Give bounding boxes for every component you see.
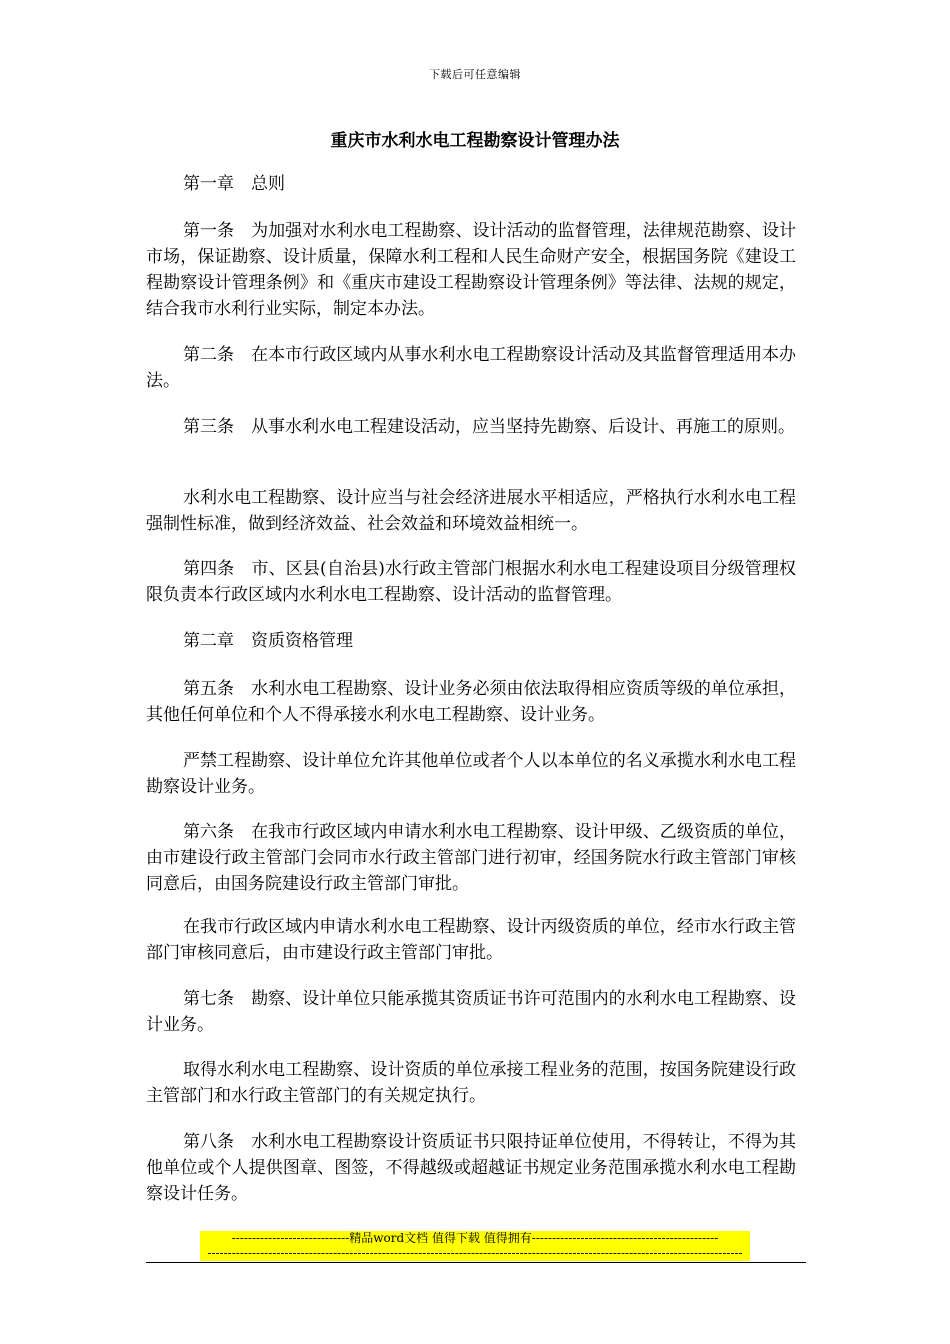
article-paragraph: 第七条 勘察、设计单位只能承揽其资质证书许可范围内的水利水电工程勘察、设计业务。 (146, 989, 796, 1035)
chapter-heading: 第一章 总则 (183, 174, 285, 194)
article-paragraph: 第三条 从事水利水电工程建设活动，应当坚持先勘察、后设计、再施工的原则。 (183, 417, 795, 437)
article-paragraph: 取得水利水电工程勘察、设计资质的单位承接工程业务的范围，按国务院建设行政主管部门和水行政主管部门的有关规定执行。 (146, 1060, 796, 1106)
footer-banner-line-1: -----------------------------精品word文档 值得下载 值得拥有---------------------------------------------- (200, 1231, 750, 1246)
header-note: 下载后可任意编辑 (429, 68, 521, 81)
article-paragraph: 第五条 水利水电工程勘察、设计业务必须由依法取得相应资质等级的单位承担，其他任何单位和个人不得承接水利水电工程勘察、设计业务。 (146, 679, 796, 725)
article-paragraph: 水利水电工程勘察、设计应当与社会经济进展水平相适应，严格执行水利水电工程强制性标准，做到经济效益、社会效益和环境效益相统一。 (146, 488, 796, 534)
article-paragraph: 第六条 在我市行政区域内申请水利水电工程勘察、设计甲级、乙级资质的单位，由市建设行政主管部门会同市水行政主管部门进行初审，经国务院水行政主管部门审核同意后，由国务院建设行政主管部门审批。 (146, 822, 796, 894)
footer-banner-line-2: ------------------------------------------------------------------------------------------------------------------------------------ (200, 1246, 750, 1261)
article-paragraph: 第一条 为加强对水利水电工程勘察、设计活动的监督管理，法律规范勘察、设计市场，保证勘察、设计质量，保障水利工程和人民生命财产安全，根据国务院《建设工程勘察设计管理条例》和《重庆市建设工程勘察设计管理条例》等法律、法规的规定，结合我市水利行业实际，制定本办法。 (146, 221, 796, 319)
article-paragraph: 第二条 在本市行政区域内从事水利水电工程勘察设计活动及其监督管理适用本办法。 (146, 345, 796, 391)
article-paragraph: 在我市行政区域内申请水利水电工程勘察、设计丙级资质的单位，经市水行政主管部门审核同意后，由市建设行政主管部门审批。 (146, 917, 796, 963)
document-title: 重庆市水利水电工程勘察设计管理办法 (330, 131, 620, 151)
article-paragraph: 第四条 市、区县(自治县)水行政主管部门根据水利水电工程建设项目分级管理权限负责本行政区域内水利水电工程勘察、设计活动的监督管理。 (146, 559, 796, 605)
footer-divider (146, 1262, 806, 1263)
article-paragraph: 严禁工程勘察、设计单位允许其他单位或者个人以本单位的名义承揽水利水电工程勘察设计业务。 (146, 751, 796, 797)
article-paragraph: 第八条 水利水电工程勘察设计资质证书只限持证单位使用，不得转让，不得为其他单位或个人提供图章、图签，不得越级或超越证书规定业务范围承揽水利水电工程勘察设计任务。 (146, 1132, 796, 1204)
chapter-heading: 第二章 资质资格管理 (183, 631, 353, 651)
